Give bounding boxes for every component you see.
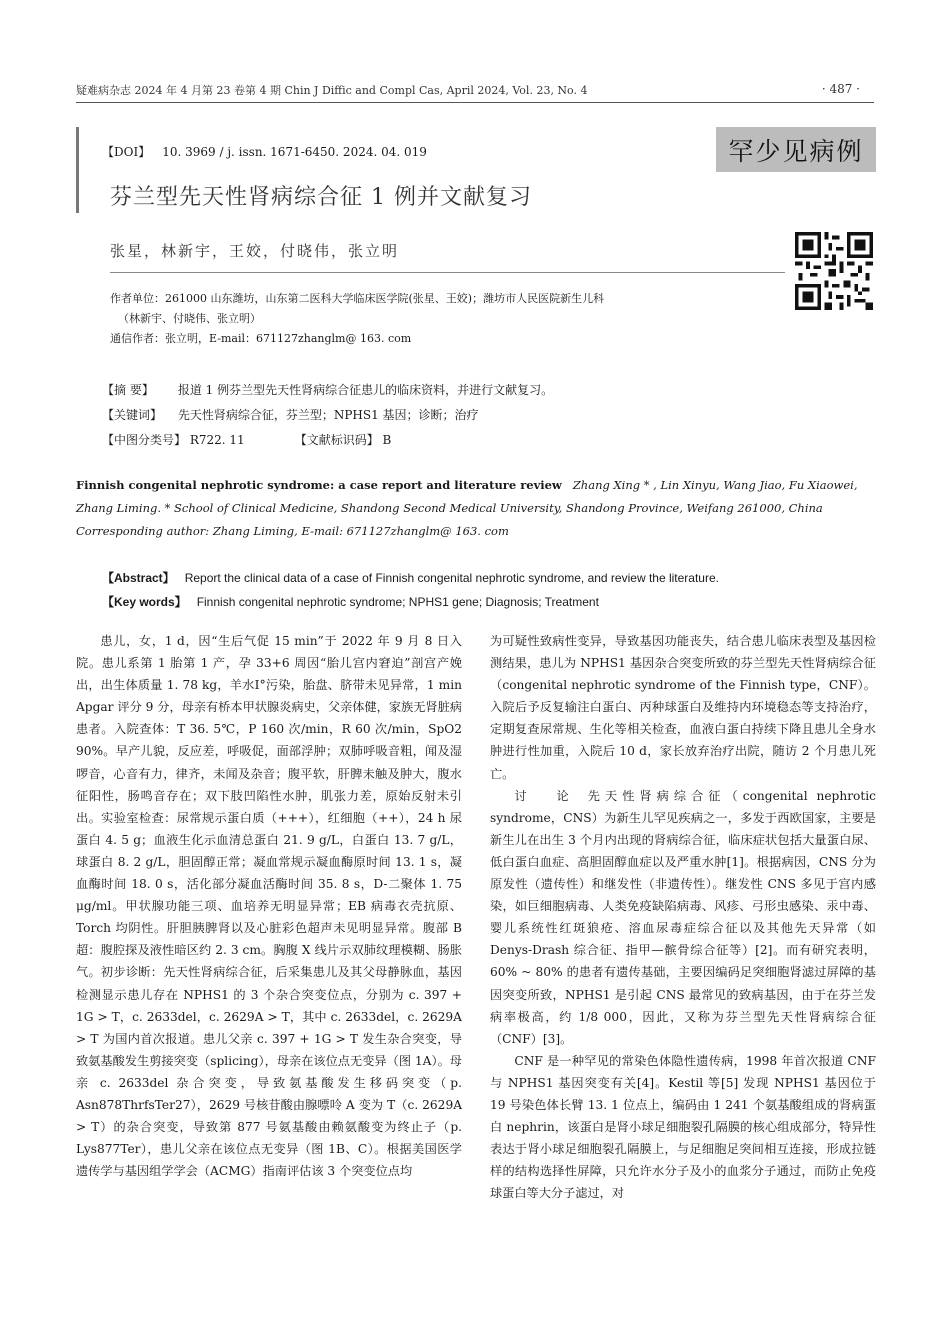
abstract-label: 【摘 要】 [102,383,154,397]
keywords-row [102,403,862,428]
doi-value[interactable]: 10. 3969 / j. issn. 1671-6450. 2024. 04. 019 [162,145,427,159]
page-number: · 487 · [821,82,860,96]
running-head: 疑难病杂志 2024 年 4 月第 23 卷第 4 期 Chin J Diffic and Compl Cas, April 2024, Vol. 23, No. 4 [76,84,588,97]
doi-label: 【DOI】 [102,145,151,159]
english-authors: Zhang Xing * , Lin Xinyu, Wang Jiao, Fu Xiaowei, Zhang Liming. * School of Clinical Medicine, Shandong Second Medical University, Shandong Province, Weifang 261000, China [76,478,858,515]
classification-row [102,428,862,453]
category-badge: 罕少见病例 [716,127,876,172]
affiliation-block [110,289,770,349]
english-abstract-text: Report the clinical data of a case of Finnish congenital nephrotic syndrome, and review the literature. [184,571,719,585]
abstract-text: 报道 1 例芬兰型先天性肾病综合征患儿的临床资料，并进行文献复习。 [177,383,554,397]
english-keywords-text: Finnish congenital nephrotic syndrome; NPHS1 gene; Diagnosis; Treatment [196,595,599,609]
case-report-continued: 为可疑性致病性变异，导致基因功能丧失，结合患儿临床表型及基因检测结果，患儿为 NPHS1 基因杂合突变所致的芬兰型先天性肾病综合征（congenital nephrotic syndrome of the Finnish type，CNF）。入院后予反复输注白蛋白、丙种球蛋白及维持内环境稳态等支持治疗，定期复查尿常规、生化等相关检查，血液白蛋白持续下降且患儿全身水肿进行性加重，入院后 10 d，家长放弃治疗出院，随访 2 个月患儿死亡。 [490,634,876,781]
english-keywords-label: 【Key words】 [102,595,187,609]
abstract-row [102,378,862,403]
article-title: 芬兰型先天性肾病综合征 1 例并文献复习 [110,185,532,210]
english-abstract-label: 【Abstract】 [102,571,175,585]
discussion-text: 先天性肾病综合征（congenital nephrotic syndrome，CNS）为新生儿罕见疾病之一，多发于西欧国家，主要是新生儿在出生 3 个月内出现的肾病综合征，临床症状包括大量蛋白尿、低白蛋白血症、高胆固醇血症以及严重水肿[1]。根据病因，CNS 分为原发性（遗传性）和继发性（非遗传性）。继发性 CNS 多见于宫内感染，如巨细胞病毒、人类免疫缺陷病毒、风疹、弓形虫感染、汞中毒、婴儿系统性红斑狼疮、溶血尿毒症综合征以及其他先天异常（如 Denys-Drash 综合征、指甲—髌骨综合征等）[2]。而有研究表明，60% ~ 80% 的患者有遗传基础，主要因编码足突细胞肾滤过屏障的基因突变所致，NPHS1 是引起 CNS 最常见的致病基因，由于在芬兰发病率极高，约 1/8 000，因此，又称为芬兰型先天性肾病综合征（CNF）[3]。 [490,788,876,1046]
doi-line [102,143,427,160]
cnf-paragraph: CNF 是一种罕见的常染色体隐性遗传病，1998 年首次报道 CNF 与 NPHS1 基因突变有关[4]。Kestil 等[5] 发现 NPHS1 基因位于 19 号染色体长臂 13. 1 位点上，编码由 1 241 个氨基酸组成的肾病蛋白 nephrin，该蛋白是肾小球足细胞裂孔隔膜的核心组成部分，特异性表达于肾小球足细胞裂孔隔膜上，与足细胞足突间相互连接，形成拉链样的结构选择性屏障，只允许水分子及小的血浆分子通过，而防止免疫球蛋白等大分子滤过，对 [490,1053,876,1201]
author-divider [110,272,785,273]
english-corresponding: Corresponding author: Zhang Liming, E-mail: 671127zhanglm@ 163. com [76,524,509,538]
corresponding-author: 通信作者：张立明，E-mail：671127zhanglm@ 163. com [110,332,412,345]
english-title: Finnish congenital nephrotic syndrome: a case report and literature review [76,478,562,492]
header-divider [76,102,874,103]
affiliation-line: 作者单位：261000 山东潍坊，山东第二医科大学临床医学院(张星、王姣)；潍坊市人民医院新生儿科 [110,292,605,305]
class-value: R722. 11 [189,433,245,447]
discussion-paragraph [490,785,876,1050]
english-keywords-row [102,590,872,614]
affiliation-line-continued: （林新宇、付晓伟、张立明） [118,312,261,325]
body-column-right [490,630,876,1204]
english-abstract [102,566,872,614]
keywords-text: 先天性肾病综合征，芬兰型；NPHS1 基因；诊断；治疗 [177,408,479,422]
discussion-heading: 讨 论 [514,788,582,803]
title-side-bar [76,127,79,213]
code-value: B [382,433,392,447]
class-label: 【中图分类号】 [102,433,187,447]
keywords-label: 【关键词】 [102,408,163,422]
chinese-abstract [102,378,862,453]
qr-code-icon[interactable] [795,232,873,310]
author-list: 张星，林新宇，王姣，付晓伟，张立明 [110,242,400,260]
case-report-paragraph: 患儿，女，1 d，因“生后气促 15 min”于 2022 年 9 月 8 日入院。患儿系第 1 胎第 1 产，孕 33+6 周因“胎儿宫内窘迫”剖宫产娩出，出生体质量 1. 78 kg，羊水Ⅰ°污染，胎盘、脐带未见异常，1 min Apgar 评分 9 分，母亲有桥本甲状腺炎病史，父亲体健，家族无肾脏病患者。入院查体：T 36. 5℃，P 160 次/min，R 60 次/min，SpO2 90%。早产儿貌，反应差，呼吸促，面部浮肿；双肺呼吸音粗，闻及湿啰音，心音有力，律齐，未闻及杂音；腹平软，肝脾未触及肿大，腹水征阳性，肠鸣音存在；双下肢凹陷性水肿，肌张力差，原始反射未引出。实验室检查：尿常规示蛋白质（+++），红细胞（++），24 h 尿蛋白 4. 5 g；血液生化示血清总蛋白 21. 9 g/L，白蛋白 13. 7 g/L，球蛋白 8. 2 g/L，胆固醇正常；凝血常规示凝血酶原时间 13. 1 s，凝血酶时间 18. 0 s，活化部分凝血活酶时间 35. 8 s，D-二聚体 1. 75 μg/ml。甲状腺功能三项、血培养无明显异常；EB 病毒衣壳抗原、Torch 均阴性。肝胆胰脾肾以及心脏彩色超声未见明显异常。腹部 B 超：腹腔探及液性暗区约 2. 3 cm。胸腹 X 线片示双肺纹理模糊、肠胀气。初步诊断：先天性肾病综合征，后采集患儿及其父母静脉血，基因检测显示患儿存在 NPHS1 的 3 个杂合突变位点，分别为 c. 397 + 1G > T，c. 2633del，c. 2629A > T，其中 c. 2633del，c. 2629A > T 为国内首次报道。患儿父亲 c. 397 + 1G > T 发生杂合突变，导致氨基酸发生剪接突变（splicing），母亲在该位点无变异（图 1A）。母亲 c. 2633del 杂合突变，导致氨基酸发生移码突变（p. Asn878ThrfsTer27），2629 号核苷酸由腺嘌呤 A 变为 T（c. 2629A > T）的杂合突变，导致第 877 号氨基酸由赖氨酸变为终止子（p. Lys877Ter），患儿父亲在该位点无变异（图 1B、C）。根据美国医学遗传学与基因组学学会（ACMG）指南评估该 3 个突变位点均 [76,634,462,1179]
body-column-left [76,630,462,1182]
code-label: 【文献标识码】 [294,433,379,447]
english-abstract-row [102,566,872,590]
english-header [76,474,874,543]
